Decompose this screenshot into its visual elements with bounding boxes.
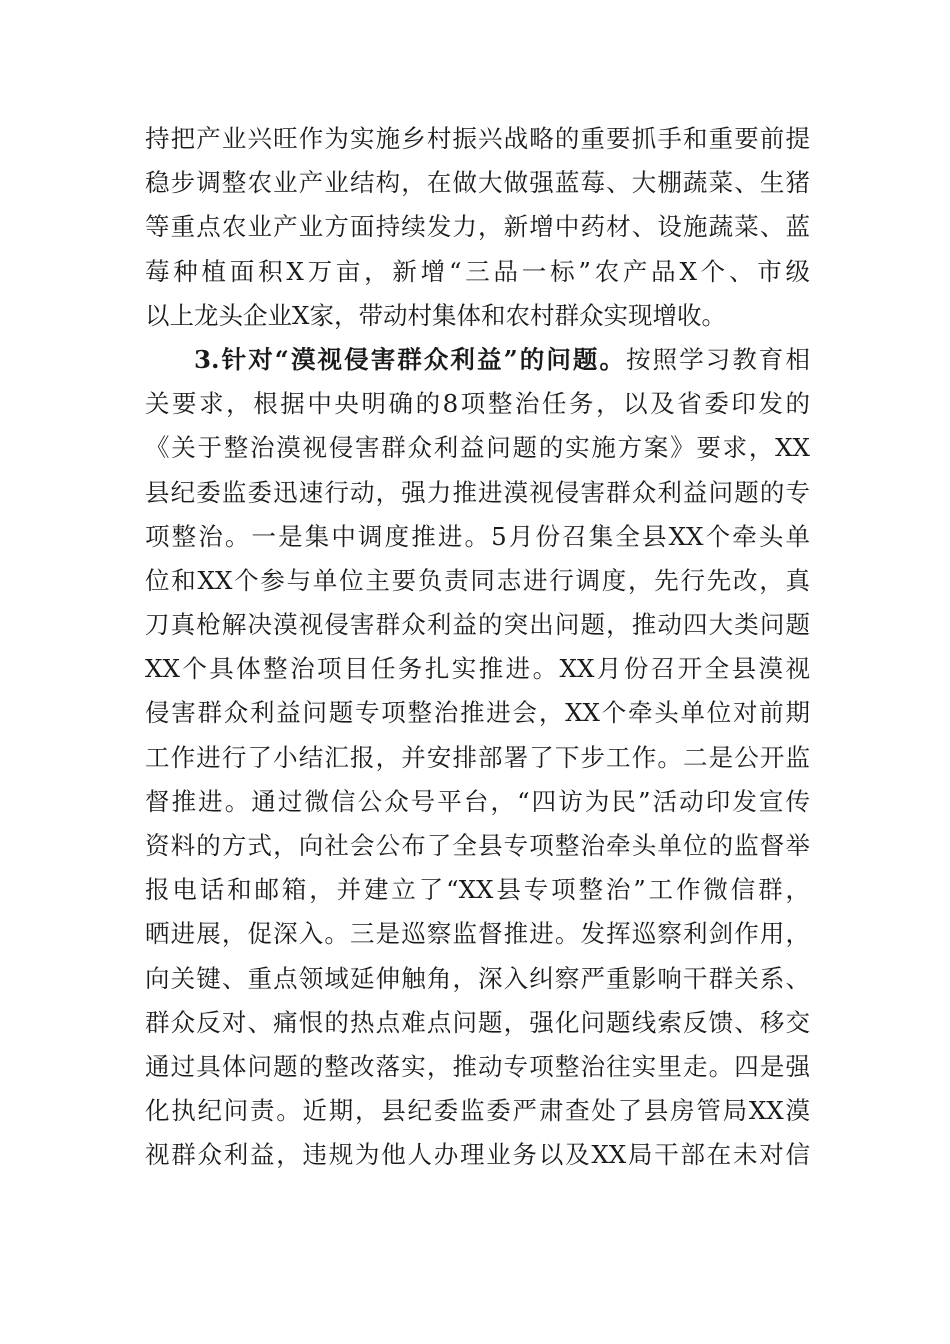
text-line: 视群众利益，违规为他人办理业务以及XX局干部在未对信 [145, 1140, 810, 1170]
text-line: 群众反对、痛恨的热点难点问题，强化问题线索反馈、移交 [145, 1007, 810, 1037]
text-line: 稳步调整农业产业结构，在做大做强蓝莓、大棚蔬菜、生猪 [145, 168, 810, 198]
text-line: 关要求，根据中央明确的8项整治任务，以及省委印发的 [145, 389, 810, 419]
heading-line [145, 338, 810, 382]
text-line: 资料的方式，向社会公布了全县专项整治牵头单位的监督举 [145, 831, 810, 860]
text-line: 刀真枪解决漠视侵害群众利益的突出问题，推动四大类问题 [145, 610, 810, 640]
text-line: 工作进行了小结汇报，并安排部署了下步工作。二是公开监 [145, 742, 810, 772]
paragraph-rectification [145, 338, 810, 1178]
text-line: 县纪委监委迅速行动，强力推进漠视侵害群众利益问题的专 [145, 477, 810, 507]
text-line: XX个具体整治项目任务扎实推进。XX月份召开全县漠视 [145, 654, 810, 684]
text-line: 报电话和邮箱，并建立了“XX县专项整治”工作微信群， [145, 875, 810, 905]
text-line: 位和XX个参与单位主要负责同志进行调度，先行先改，真 [145, 565, 810, 595]
text-line: 莓种植面积X万亩，新增“三品一标”农产品X个、市级 [145, 256, 810, 286]
text-line: 化执纪问责。近期，县纪委监委严肃查处了县房管局XX漠 [145, 1096, 810, 1126]
text-line: 《关于整治漠视侵害群众利益问题的实施方案》要求，XX [145, 433, 810, 463]
text-line: 持把产业兴旺作为实施乡村振兴战略的重要抓手和重要前提 [145, 124, 810, 153]
text-line: 晒进展，促深入。三是巡察监督推进。发挥巡察利剑作用， [145, 919, 810, 949]
text-line: 向关键、重点领域延伸触角，深入纠察严重影响干群关系、 [145, 963, 810, 993]
text-line: 以上龙头企业X家，带动村集体和农村群众实现增收。 [145, 300, 726, 330]
heading-line-rest: 按照学习教育相 [626, 344, 810, 374]
text-line: 督推进。通过微信公众号平台，“四访为民”活动印发宣传 [145, 786, 810, 816]
paragraph-industry [145, 117, 810, 338]
body-text [145, 117, 810, 1178]
text-line: 通过具体问题的整改落实，推动专项整治往实里走。四是强 [145, 1051, 810, 1081]
section-heading: 3.针对“漠视侵害群众利益”的问题。 [194, 344, 627, 374]
text-line: 等重点农业产业方面持续发力，新增中药材、设施蔬菜、蓝 [145, 212, 810, 242]
text-line: 侵害群众利益问题专项整治推进会，XX个牵头单位对前期 [145, 698, 810, 728]
text-line: 项整治。一是集中调度推进。5月份召集全县XX个牵头单 [145, 521, 810, 551]
